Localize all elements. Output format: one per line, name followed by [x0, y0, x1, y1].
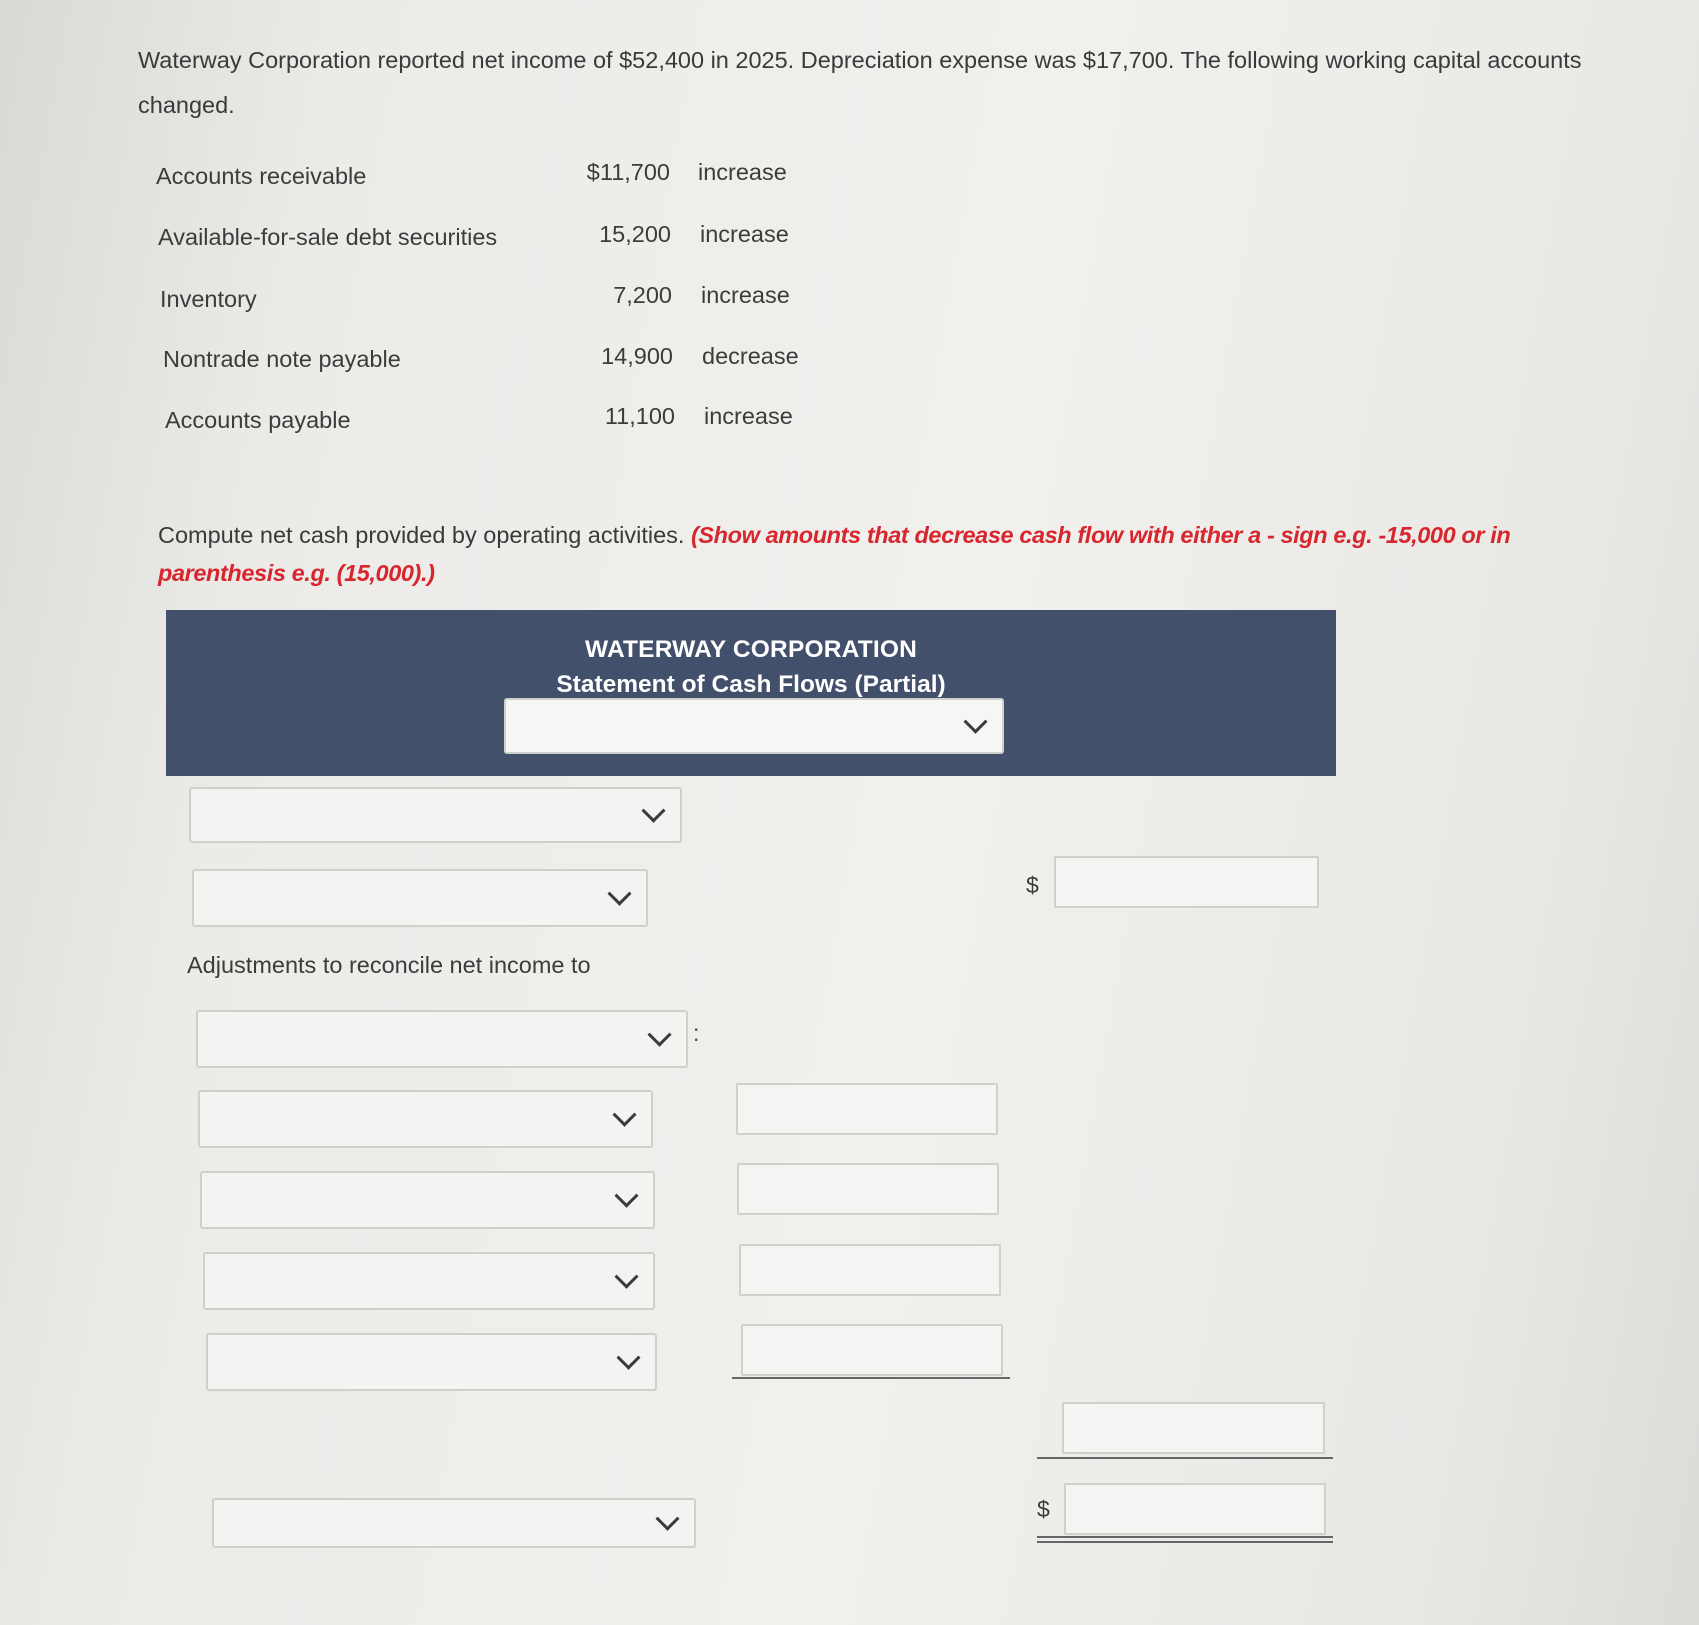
total-adjustments-underline	[1037, 1457, 1333, 1459]
instruction-main: Compute net cash provided by operating activities.	[158, 522, 685, 548]
account-label: Available-for-sale debt securities	[158, 224, 498, 250]
account-direction: increase	[700, 221, 789, 247]
chevron-down-icon	[647, 1023, 671, 1047]
adjustment-item-select[interactable]	[198, 1090, 653, 1148]
problem-intro: Waterway Corporation reported net income of $52,400 in 2025. Depreciation expense was $17,700. The following working capital accounts changed.	[138, 47, 1582, 118]
chevron-down-icon	[612, 1103, 636, 1127]
net-income-label-select[interactable]	[192, 869, 648, 927]
adjustment-item-select[interactable]	[200, 1171, 655, 1229]
chevron-down-icon	[655, 1507, 679, 1531]
double-underline-bottom	[1037, 1541, 1333, 1543]
account-amount: 15,200	[599, 221, 671, 247]
chevron-down-icon	[614, 1265, 638, 1289]
adjustment-amount-input[interactable]	[741, 1324, 1003, 1376]
adjustment-amount-input[interactable]	[739, 1244, 1001, 1296]
adjustment-amount-input[interactable]	[737, 1163, 999, 1215]
total-adjustments-input[interactable]	[1062, 1402, 1325, 1454]
account-direction: increase	[701, 282, 790, 308]
account-label: Nontrade note payable	[163, 346, 401, 372]
adjustments-completion-select[interactable]	[196, 1010, 688, 1068]
dollar-sign: $	[1037, 1496, 1050, 1522]
account-direction: decrease	[702, 343, 799, 369]
dollar-sign: $	[1026, 872, 1039, 898]
subtotal-underline	[732, 1377, 1010, 1379]
chevron-down-icon	[607, 882, 631, 906]
adjustments-label: Adjustments to reconcile net income to	[187, 952, 591, 978]
net-cash-amount-input[interactable]	[1064, 1483, 1326, 1535]
company-name: WATERWAY CORPORATION	[584, 636, 918, 663]
chevron-down-icon	[616, 1346, 640, 1370]
account-direction: increase	[704, 403, 793, 429]
account-amount: 11,100	[604, 403, 675, 429]
instruction-text	[158, 516, 1618, 592]
adjustment-amount-input[interactable]	[736, 1083, 998, 1135]
net-income-amount-input[interactable]	[1054, 856, 1319, 908]
account-amount: 7,200	[613, 282, 672, 308]
account-direction: increase	[698, 159, 787, 185]
double-underline-top	[1037, 1536, 1333, 1538]
account-label: Accounts payable	[165, 407, 351, 433]
account-label: Inventory	[160, 286, 257, 312]
account-amount: 14,900	[601, 343, 673, 369]
instruction-note: (Show amounts that decrease cash flow with either a - sign e.g. -15,000 or in parenthesis e.g. (15,000).)	[158, 522, 1511, 586]
account-label: Accounts receivable	[156, 163, 367, 189]
chevron-down-icon	[614, 1184, 638, 1208]
adjustment-item-select[interactable]	[203, 1252, 655, 1310]
account-amount: $11,700	[586, 159, 670, 185]
statement-title: Statement of Cash Flows (Partial)	[556, 671, 946, 698]
adjustment-item-select[interactable]	[206, 1333, 657, 1391]
section-heading-select[interactable]	[189, 787, 682, 843]
chevron-down-icon	[963, 710, 987, 734]
chevron-down-icon	[641, 799, 665, 823]
colon-text: :	[693, 1020, 700, 1046]
net-cash-label-select[interactable]	[212, 1498, 696, 1548]
date-period-select[interactable]	[504, 698, 1004, 754]
